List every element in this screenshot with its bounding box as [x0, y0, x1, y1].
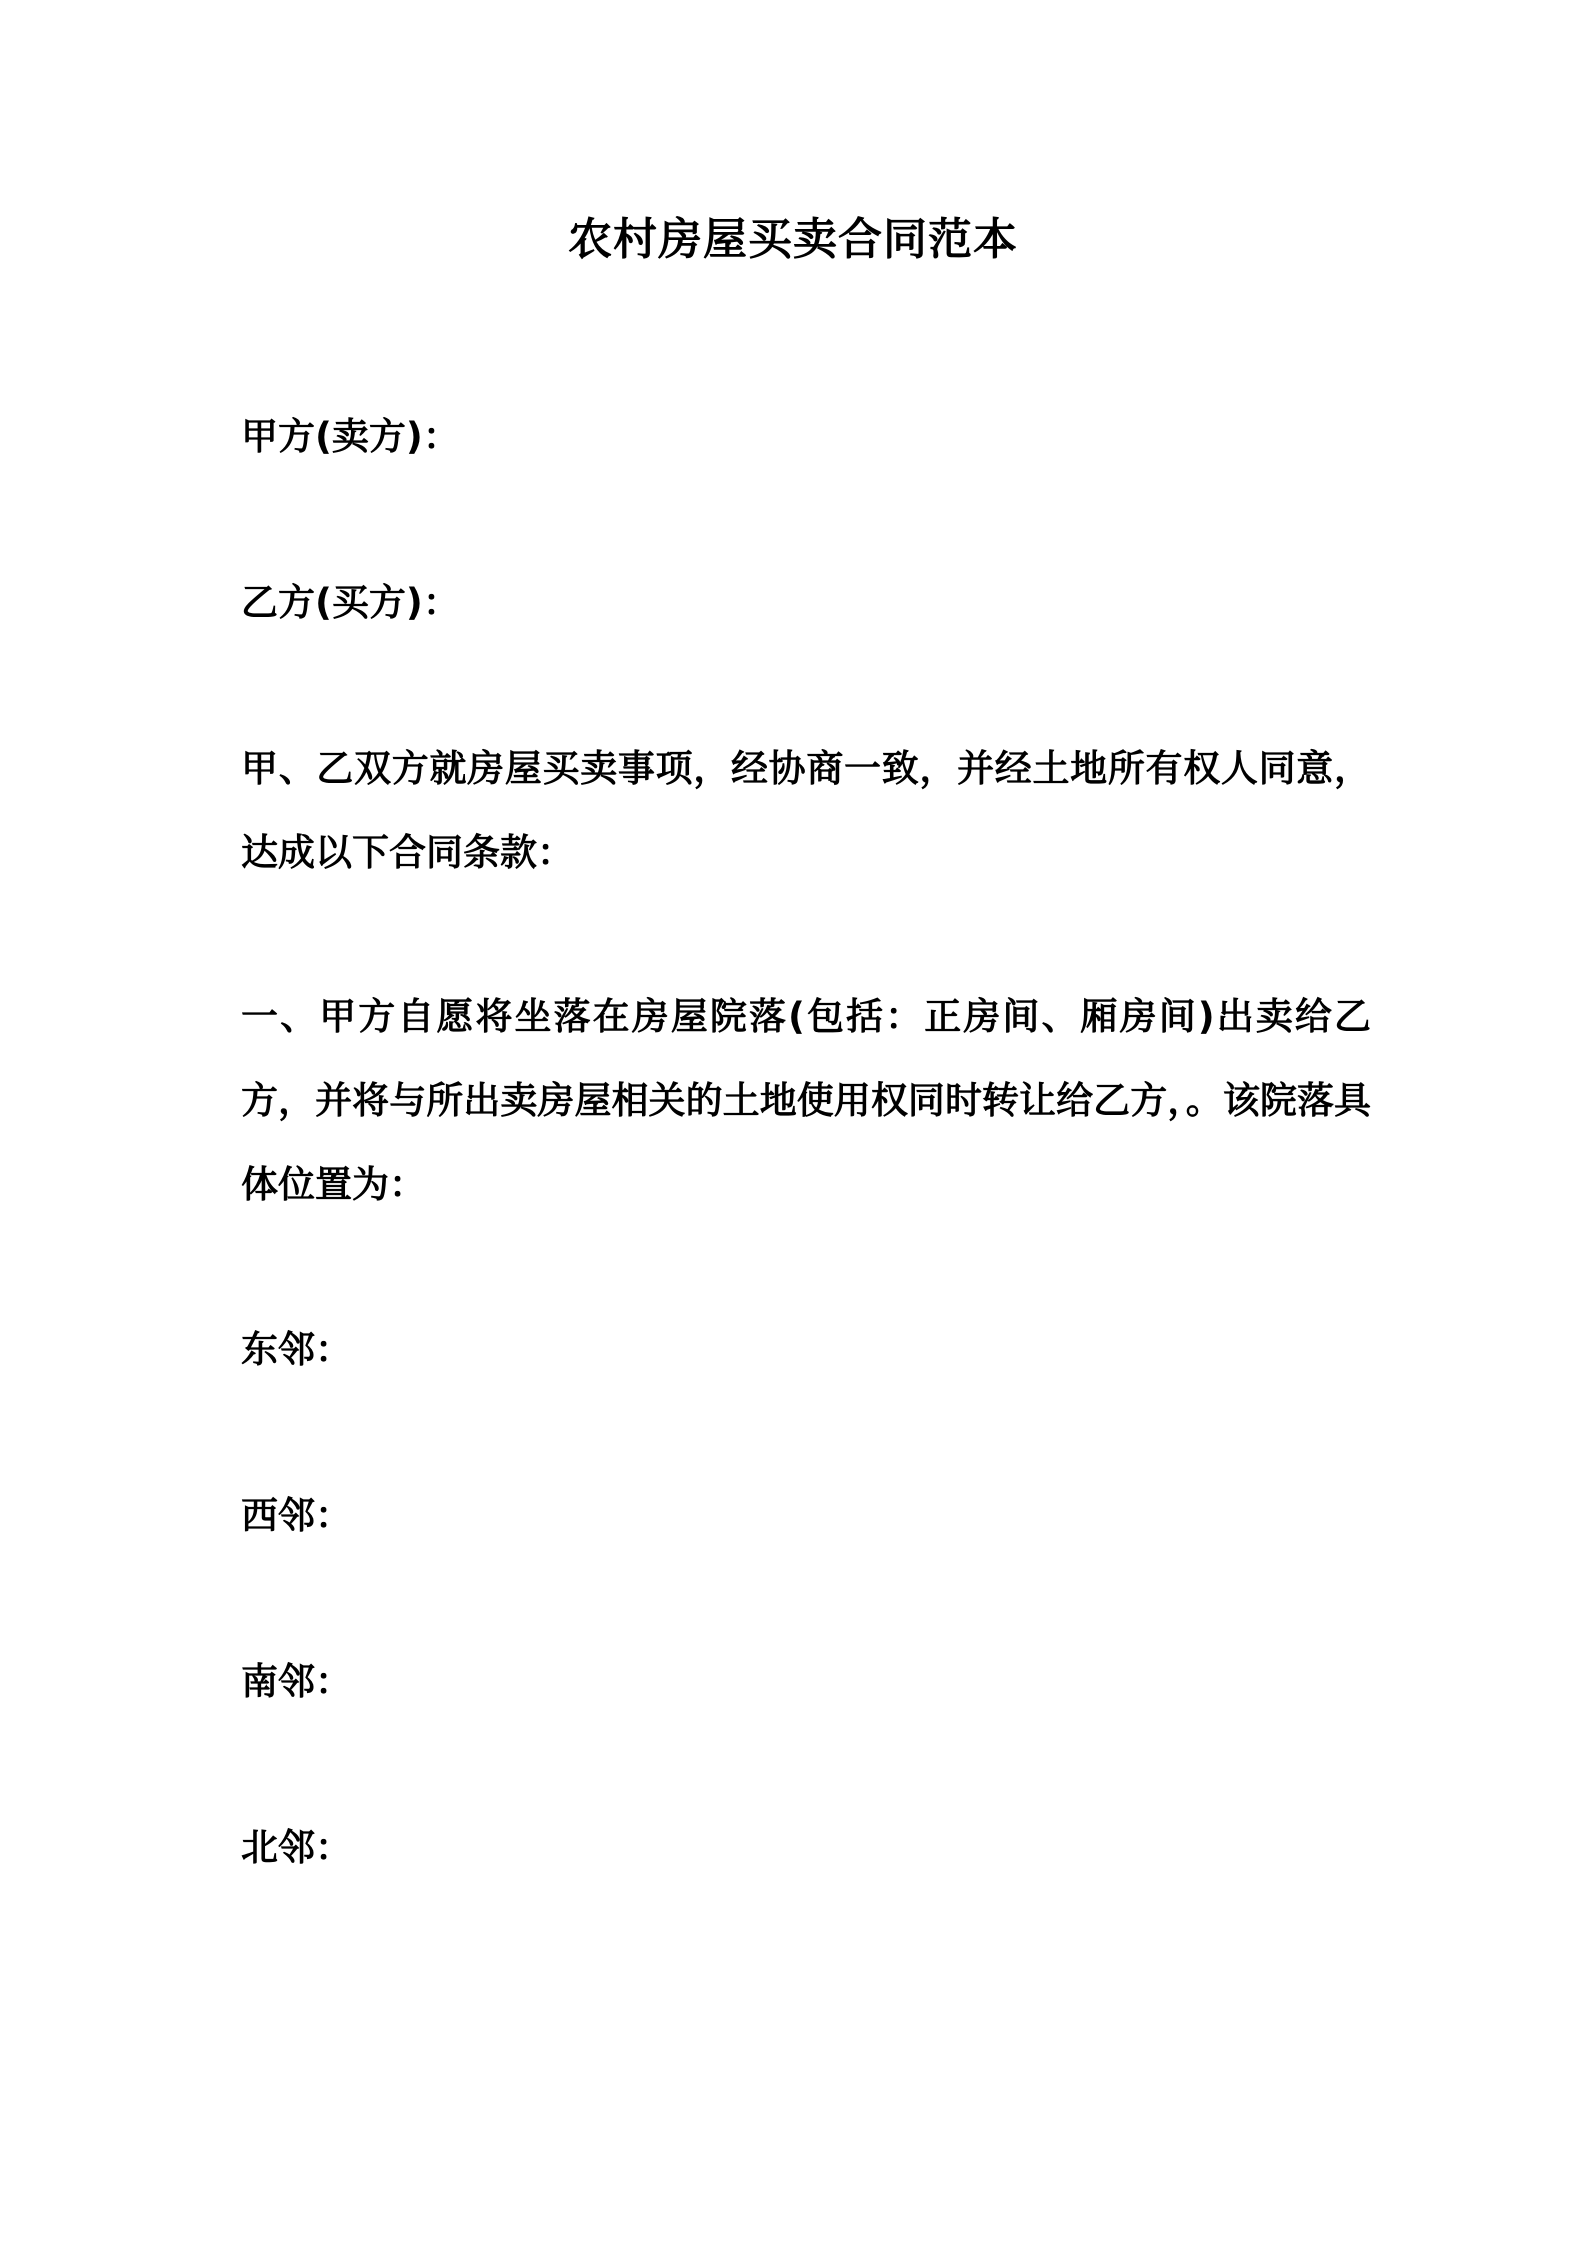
document-title: 农村房屋买卖合同范本 — [568, 214, 1018, 265]
party-a-label: 甲方(卖方)： — [241, 415, 460, 458]
intro-paragraph: 甲、乙双方就房屋买卖事项，经协商一致，并经土地所有权人同意，达成以下合同条款： — [241, 747, 1371, 874]
south-neighbor-label: 南邻： — [241, 1660, 352, 1703]
east-neighbor-label: 东邻： — [241, 1328, 352, 1371]
west-neighbor-label: 西邻： — [241, 1494, 352, 1537]
clause-1-paragraph: 一、甲方自愿将坐落在房屋院落(包括：正房间、厢房间)出卖给乙方，并将与所出卖房屋相关的土地使用权同时转让给乙方，。该院落具体位置为： — [241, 995, 1371, 1206]
north-neighbor-label: 北邻： — [241, 1826, 352, 1869]
party-b-label: 乙方(买方)： — [241, 581, 460, 624]
